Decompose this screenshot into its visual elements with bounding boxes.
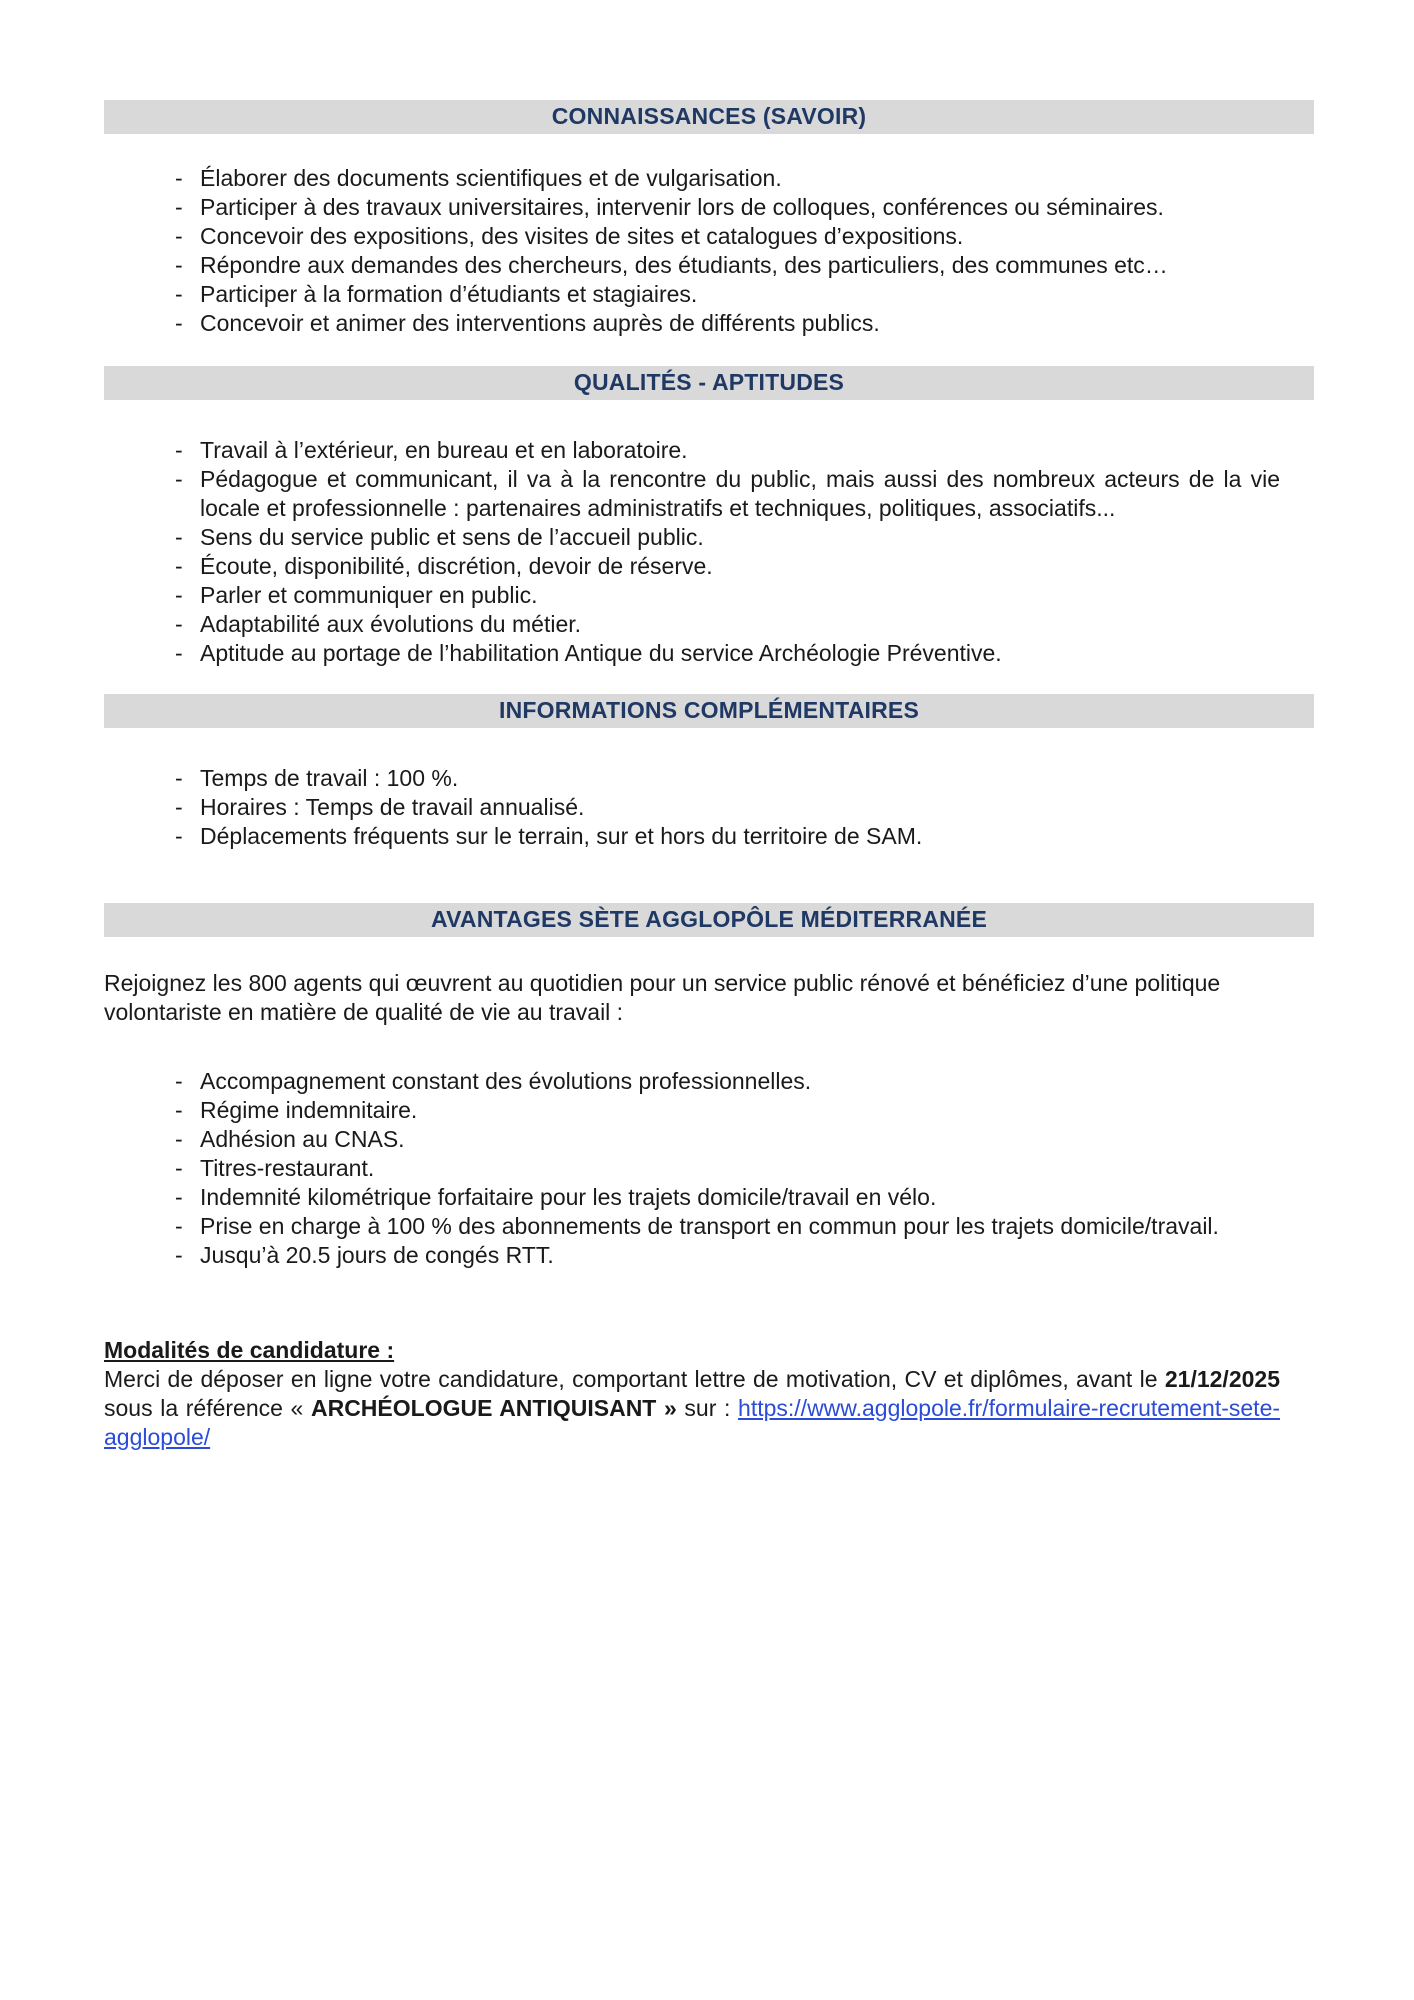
list-item: - Horaires : Temps de travail annualisé. [104, 793, 1280, 822]
section-header-informations: INFORMATIONS COMPLÉMENTAIRES [104, 694, 1314, 728]
list-item: - Élaborer des documents scientifiques et de vulgarisation. [104, 164, 1280, 193]
application-link[interactable]: https://www.agglopole.fr/formulaire-recrutement-sete-agglopole/ [104, 1395, 1281, 1450]
qualites-list [104, 436, 1314, 668]
list-item: - Pédagogue et communicant, il va à la rencontre du public, mais aussi des nombreux acteurs de la vie locale et professionnelle : partenaires administratifs et techniques, politiques, associatifs... [104, 465, 1280, 523]
list-item: - Aptitude au portage de l’habilitation Antique du service Archéologie Préventive. [104, 639, 1280, 668]
avantages-list [104, 1067, 1314, 1270]
connaissances-list [104, 164, 1314, 338]
avantages-intro-paragraph: Rejoignez les 800 agents qui œuvrent au quotidien pour un service public rénové et bénéficiez d’une politique volontariste en matière de qualité de vie au travail : [104, 970, 1221, 1025]
list-item: - Participer à des travaux universitaires, intervenir lors de colloques, conférences ou séminaires. [104, 193, 1280, 222]
deadline-date: 21/12/2025 [1164, 1366, 1280, 1392]
list-item: - Concevoir des expositions, des visites de sites et catalogues d’expositions. [104, 222, 1280, 251]
informations-list [104, 764, 1314, 851]
application-instructions [104, 1365, 1280, 1452]
section-header-qualites: QUALITÉS - APTITUDES [104, 366, 1314, 400]
list-item: - Adaptabilité aux évolutions du métier. [104, 610, 1280, 639]
list-item: - Concevoir et animer des interventions auprès de différents publics. [104, 309, 1280, 338]
job-reference: ARCHÉOLOGUE ANTIQUISANT » [310, 1395, 677, 1421]
candidature-text: sous la référence « [104, 1395, 311, 1421]
list-item: - Indemnité kilométrique forfaitaire pour les trajets domicile/travail en vélo. [104, 1183, 1280, 1212]
list-item: - Jusqu’à 20.5 jours de congés RTT. [104, 1241, 1280, 1270]
candidature-text: Merci de déposer en ligne votre candidature, comportant lettre de motivation, CV et diplômes, avant le [104, 1366, 1165, 1392]
list-item: - Parler et communiquer en public. [104, 581, 1280, 610]
list-item: - Déplacements fréquents sur le terrain, sur et hors du territoire de SAM. [104, 822, 1280, 851]
list-item: - Temps de travail : 100 %. [104, 764, 1280, 793]
list-item: - Titres-restaurant. [104, 1154, 1280, 1183]
list-item: - Adhésion au CNAS. [104, 1125, 1280, 1154]
list-item: - Prise en charge à 100 % des abonnements de transport en commun pour les trajets domicile/travail. [104, 1212, 1280, 1241]
candidature-text: sur : [676, 1395, 731, 1421]
section-header-avantages: AVANTAGES SÈTE AGGLOPÔLE MÉDITERRANÉE [104, 903, 1314, 937]
list-item: - Participer à la formation d’étudiants et stagiaires. [104, 280, 1280, 309]
list-item: - Sens du service public et sens de l’accueil public. [104, 523, 1280, 552]
list-item: - Écoute, disponibilité, discrétion, devoir de réserve. [104, 552, 1280, 581]
list-item: - Accompagnement constant des évolutions professionnelles. [104, 1067, 1280, 1096]
candidature-heading: Modalités de candidature : [104, 1337, 395, 1363]
list-item: - Répondre aux demandes des chercheurs, des étudiants, des particuliers, des communes etc… [104, 251, 1280, 280]
list-item: - Régime indemnitaire. [104, 1096, 1280, 1125]
list-item: - Travail à l’extérieur, en bureau et en laboratoire. [104, 436, 1280, 465]
section-header-connaissances: CONNAISSANCES (SAVOIR) [104, 100, 1314, 134]
